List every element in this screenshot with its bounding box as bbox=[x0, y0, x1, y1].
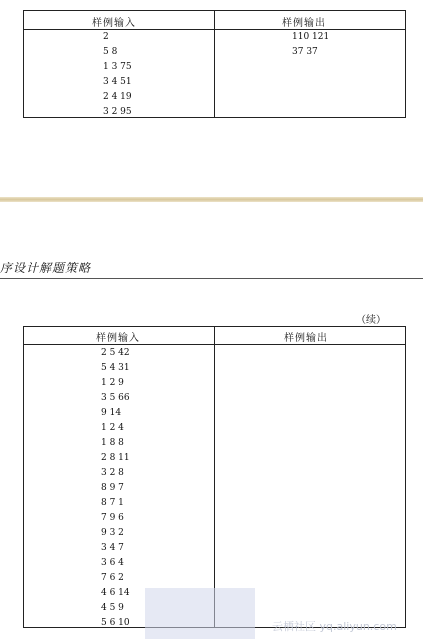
input-line: 3 2 8 bbox=[101, 468, 124, 478]
sample-table-2 bbox=[23, 326, 406, 628]
header-sample-output: 样例输出 bbox=[282, 18, 326, 29]
input-line: 8 7 1 bbox=[101, 498, 124, 508]
input-line: 2 8 11 bbox=[101, 453, 130, 463]
header-sample-output: 样例输出 bbox=[284, 333, 328, 344]
output-line: 110 121 bbox=[292, 32, 330, 42]
watermark-text: 云栖社区 yq.aliyun.com bbox=[272, 620, 397, 633]
header-rule bbox=[24, 29, 405, 30]
input-line: 5 4 31 bbox=[101, 363, 130, 373]
input-line: 1 8 8 bbox=[101, 438, 124, 448]
output-line: 37 37 bbox=[292, 47, 318, 57]
input-line: 1 3 75 bbox=[103, 62, 132, 72]
input-line: 9 14 bbox=[101, 408, 122, 418]
input-line: 4 6 14 bbox=[101, 588, 130, 598]
input-line: 3 6 4 bbox=[101, 558, 124, 568]
chapter-running-title: 序设计解题策略 bbox=[0, 261, 92, 275]
header-sample-input: 样例输入 bbox=[92, 18, 136, 29]
input-line: 8 9 7 bbox=[101, 483, 124, 493]
input-line: 3 5 66 bbox=[101, 393, 130, 403]
watermark-logo bbox=[145, 588, 255, 639]
page-divider-band bbox=[0, 197, 423, 202]
input-line: 1 2 9 bbox=[101, 378, 124, 388]
header-rule bbox=[24, 344, 405, 345]
input-line: 5 6 10 bbox=[101, 618, 130, 628]
chapter-rule bbox=[0, 278, 423, 279]
header-sample-input: 样例输入 bbox=[96, 333, 140, 344]
continued-label: （续） bbox=[356, 315, 386, 326]
input-line: 2 bbox=[103, 32, 109, 42]
input-line: 2 4 19 bbox=[103, 92, 132, 102]
input-line: 9 3 2 bbox=[101, 528, 124, 538]
input-line: 1 2 4 bbox=[101, 423, 124, 433]
input-line: 7 9 6 bbox=[101, 513, 124, 523]
input-line: 3 4 51 bbox=[103, 77, 132, 87]
input-line: 7 6 2 bbox=[101, 573, 124, 583]
input-line: 5 8 bbox=[103, 47, 118, 57]
sample-table-1 bbox=[23, 10, 406, 118]
input-line: 4 5 9 bbox=[101, 603, 124, 613]
input-line: 3 2 95 bbox=[103, 107, 132, 117]
input-line: 2 5 42 bbox=[101, 348, 130, 358]
input-line: 3 4 7 bbox=[101, 543, 124, 553]
